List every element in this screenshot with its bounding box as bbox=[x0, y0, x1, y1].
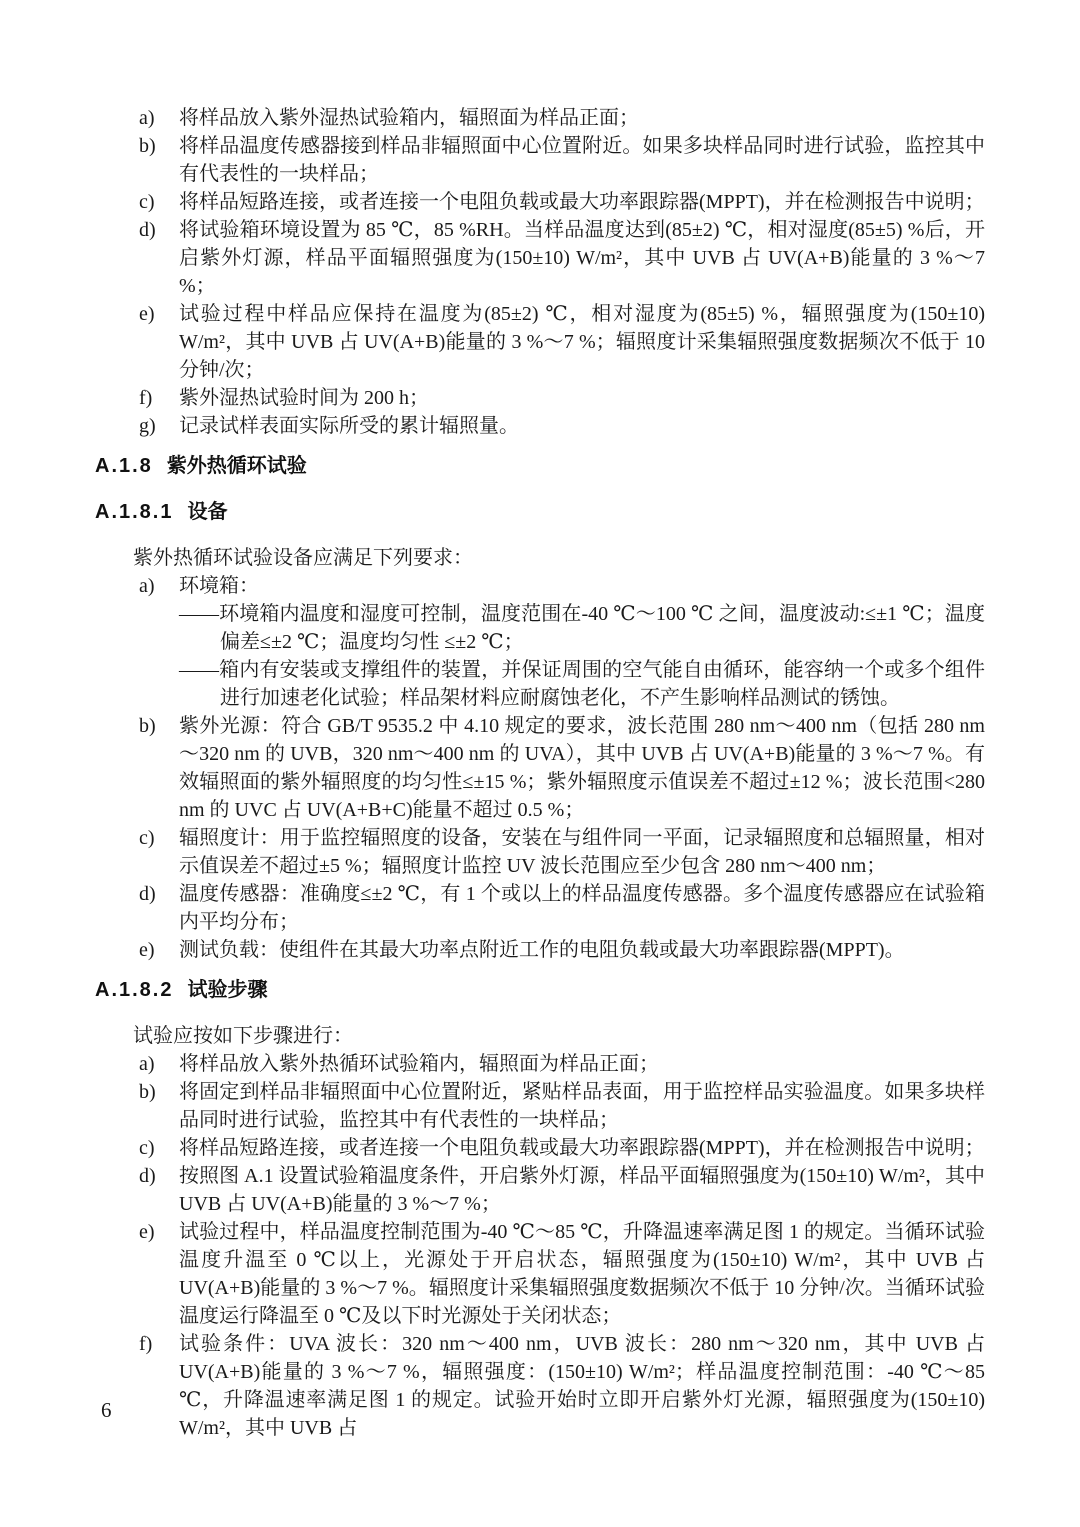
dash-sub-item: ——环境箱内温度和湿度可控制，温度范围在-40 ℃～100 ℃ 之间，温度波动:≤±1 ℃；温度偏差≤±2 ℃；温度均匀性 ≤±2 ℃； bbox=[179, 603, 985, 653]
list-item bbox=[139, 880, 985, 936]
list-item-text: 试验过程中，样品温度控制范围为-40 ℃～85 ℃，升降温速率满足图 1 的规定。当循环试验温度升温至 0 ℃以上，光源处于开启状态，辐照强度为(150±10) W/m²，其中 UVB 占 UV(A+B)能量的 3 %～7 %。辐照度计采集辐照强度数据频次不低于 10 分钟/次。当循环试验温度运行降温至 0 ℃及以下时光源处于关闭状态； bbox=[179, 1221, 985, 1327]
list-item-text: 温度传感器：准确度≤±2 ℃，有 1 个或以上的样品温度传感器。多个温度传感器应在试验箱内平均分布； bbox=[179, 883, 985, 933]
list-item-text: 将固定到样品非辐照面中心位置附近，紧贴样品表面，用于监控样品实验温度。如果多块样品同时进行试验，监控其中有代表性的一块样品； bbox=[179, 1081, 985, 1131]
list-item bbox=[139, 1330, 985, 1442]
list-item bbox=[139, 824, 985, 880]
list-item-text: 将样品放入紫外湿热试验箱内，辐照面为样品正面； bbox=[179, 107, 639, 129]
list-item bbox=[139, 1050, 985, 1078]
section-title: 设备 bbox=[187, 501, 228, 523]
list-item-text: 测试负载：使组件在其最大功率点附近工作的电阻负载或最大功率跟踪器(MPPT)。 bbox=[179, 939, 905, 961]
section-heading-a181 bbox=[95, 498, 985, 526]
list-item bbox=[139, 1134, 985, 1162]
list-marker: c) bbox=[139, 827, 155, 849]
list-item bbox=[139, 188, 985, 216]
list-marker: c) bbox=[139, 1137, 155, 1159]
list-item-text: 紫外湿热试验时间为 200 h； bbox=[179, 387, 429, 409]
list-item bbox=[139, 104, 985, 132]
list-item-text: 试验条件：UVA 波长：320 nm～400 nm，UVB 波长：280 nm～320 nm，其中 UVB 占 UV(A+B)能量的 3 %～7 %，辐照强度：(150±10) W/m²；样品温度控制范围：-40 ℃～85 ℃，升降温速率满足图 1 的规定。试验开始时立即开启紫外灯光源，辐照强度为(150±10) W/m²，其中 UVB 占 bbox=[179, 1333, 985, 1439]
section-title: 紫外热循环试验 bbox=[166, 455, 307, 477]
list-item-text: 将样品短路连接，或者连接一个电阻负载或最大功率跟踪器(MPPT)，并在检测报告中说明； bbox=[179, 191, 985, 213]
list-item bbox=[139, 572, 985, 712]
list-item bbox=[139, 712, 985, 824]
section-number: A.1.8.1 bbox=[95, 501, 174, 523]
list-marker: e) bbox=[139, 1221, 155, 1243]
list-marker: d) bbox=[139, 219, 156, 241]
list-item bbox=[139, 1162, 985, 1218]
page-number: 6 bbox=[101, 1398, 112, 1422]
list-item bbox=[139, 1218, 985, 1330]
list-item bbox=[139, 384, 985, 412]
list-marker: b) bbox=[139, 135, 156, 157]
section-heading-a182 bbox=[95, 976, 985, 1004]
dash-sub-item: ——箱内有安装或支撑组件的装置，并保证周围的空气能自由循环，能容纳一个或多个组件进行加速老化试验；样品架材料应耐腐蚀老化，不产生影响样品测试的锈蚀。 bbox=[179, 659, 985, 709]
list-item-text: 记录试样表面实际所受的累计辐照量。 bbox=[179, 415, 519, 437]
section-title: 试验步骤 bbox=[187, 979, 268, 1001]
list-marker: a) bbox=[139, 575, 155, 597]
list-marker: e) bbox=[139, 303, 155, 325]
list-item bbox=[139, 216, 985, 300]
list-item-text: 按照图 A.1 设置试验箱温度条件，开启紫外灯源，样品平面辐照强度为(150±10) W/m²，其中 UVB 占 UV(A+B)能量的 3 %～7 %； bbox=[179, 1165, 985, 1215]
test-steps-intro-paragraph: 试验应按如下步骤进行： bbox=[133, 1025, 353, 1047]
list-marker: b) bbox=[139, 1081, 156, 1103]
list-marker: e) bbox=[139, 939, 155, 961]
test-procedure-list bbox=[95, 1050, 985, 1442]
list-item-text: 辐照度计：用于监控辐照度的设备，安装在与组件同一平面，记录辐照度和总辐照量，相对示值误差不超过±5 %；辐照度计监控 UV 波长范围应至少包含 280 nm～400 nm； bbox=[179, 827, 985, 877]
list-item-text: 将试验箱环境设置为 85 ℃，85 %RH。当样品温度达到(85±2) ℃，相对湿度(85±5) %后，开启紫外灯源，样品平面辐照强度为(150±10) W/m²，其中 UVB 占 UV(A+B)能量的 3 %～7 %； bbox=[179, 219, 985, 297]
list-marker: g) bbox=[139, 415, 156, 437]
list-marker: f) bbox=[139, 1333, 153, 1355]
list-marker: f) bbox=[139, 387, 153, 409]
list-marker: b) bbox=[139, 715, 156, 737]
uv-damp-heat-steps-list bbox=[95, 104, 985, 440]
list-item-text: 紫外光源：符合 GB/T 9535.2 中 4.10 规定的要求，波长范围 280 nm～400 nm（包括 280 nm～320 nm 的 UVB，320 nm～400 nm 的 UVA），其中 UVB 占 UV(A+B)能量的 3 %～7 %。有效辐照面的紫外辐照度的均匀性≤±15 %；紫外辐照度示值误差不超过±12 %；波长范围<280 nm 的 UVC 占 UV(A+B+C)能量不超过 0.5 %； bbox=[179, 715, 985, 821]
list-item-text: 环境箱： bbox=[179, 575, 259, 597]
section-number: A.1.8 bbox=[95, 455, 153, 477]
equipment-intro-paragraph: 紫外热循环试验设备应满足下列要求： bbox=[133, 547, 473, 569]
list-marker: a) bbox=[139, 107, 155, 129]
list-marker: a) bbox=[139, 1053, 155, 1075]
list-item-text: 试验过程中样品应保持在温度为(85±2) ℃，相对湿度为(85±5) %，辐照强度为(150±10) W/m²，其中 UVB 占 UV(A+B)能量的 3 %～7 %；辐照度计采集辐照强度数据频次不低于 10 分钟/次； bbox=[179, 303, 985, 381]
list-marker: d) bbox=[139, 1165, 156, 1187]
list-marker: d) bbox=[139, 883, 156, 905]
equipment-requirements-list bbox=[95, 572, 985, 964]
list-item bbox=[139, 412, 985, 440]
section-heading-a18 bbox=[95, 452, 985, 480]
list-item-text: 将样品温度传感器接到样品非辐照面中心位置附近。如果多块样品同时进行试验，监控其中有代表性的一块样品； bbox=[179, 135, 985, 185]
list-item-text: 将样品短路连接，或者连接一个电阻负载或最大功率跟踪器(MPPT)，并在检测报告中说明； bbox=[179, 1137, 985, 1159]
list-item bbox=[139, 132, 985, 188]
section-number: A.1.8.2 bbox=[95, 979, 174, 1001]
list-item-text: 将样品放入紫外热循环试验箱内，辐照面为样品正面； bbox=[179, 1053, 659, 1075]
list-item bbox=[139, 1078, 985, 1134]
list-item bbox=[139, 936, 985, 964]
list-item bbox=[139, 300, 985, 384]
list-marker: c) bbox=[139, 191, 155, 213]
